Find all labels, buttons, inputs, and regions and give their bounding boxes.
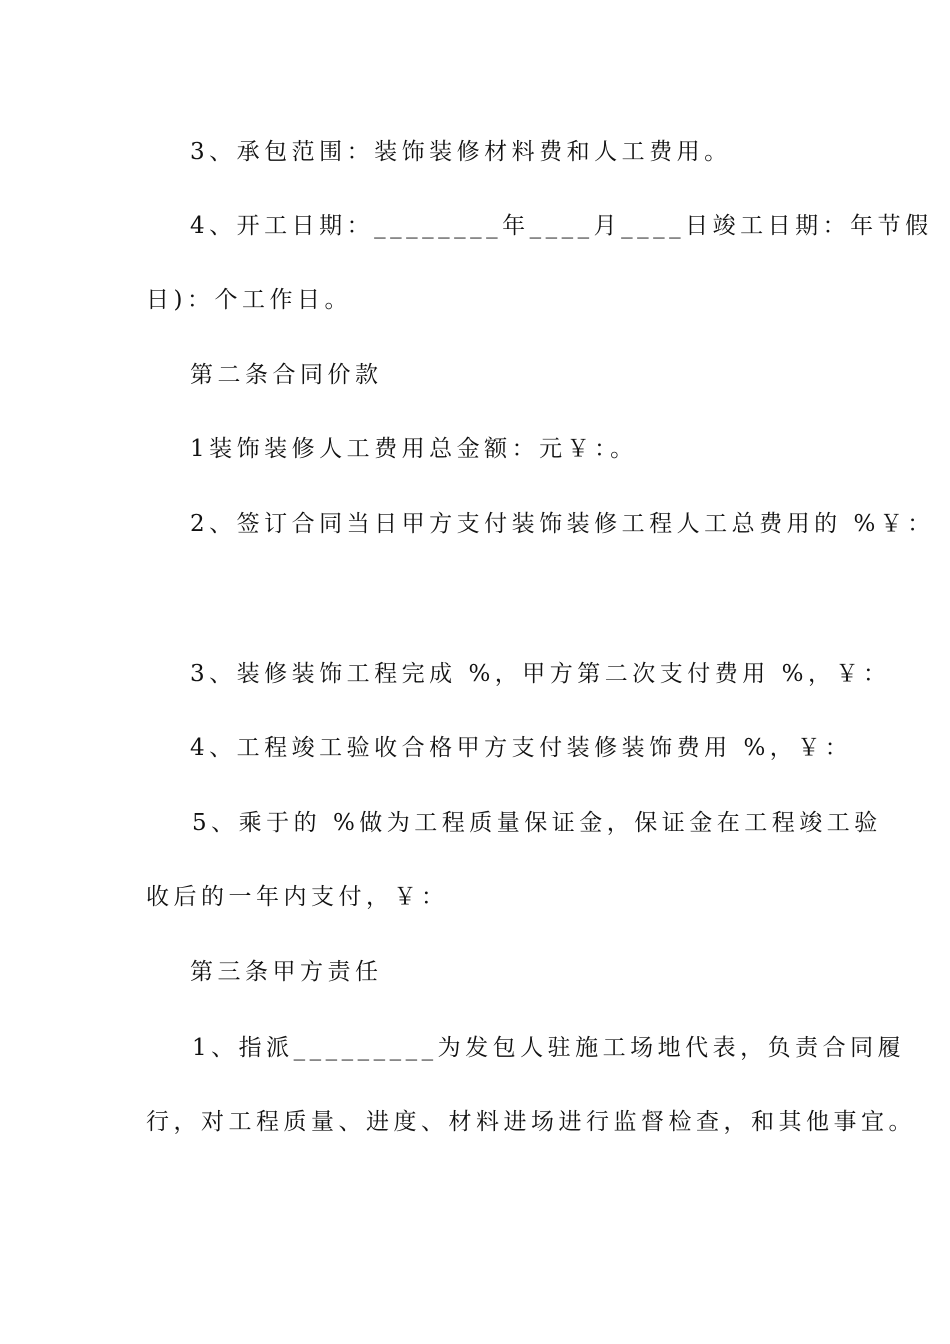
paragraph-representative-continued: 行，对工程质量、进度、材料进场进行监督检查，和其他事宜。 <box>146 1109 916 1135</box>
paragraph-dates-continued: 日)：个工作日。 <box>146 287 352 313</box>
section-heading-party-a-duties: 第三条甲方责任 <box>190 959 383 985</box>
paragraph-scope: 3、承包范围：装饰装修材料费和人工费用。 <box>190 139 732 165</box>
paragraph-second-payment: 3、装修装饰工程完成 %，甲方第二次支付费用 %，￥： <box>190 661 891 687</box>
paragraph-first-payment: 2、签订合同当日甲方支付装饰装修工程人工总费用的 %￥： <box>190 511 935 537</box>
paragraph-total-labor-cost: 1装饰装修人工费用总金额：元￥：。 <box>190 436 638 462</box>
paragraph-completion-payment: 4、工程竣工验收合格甲方支付装修装饰费用 %，￥： <box>190 735 853 761</box>
paragraph-dates: 4、开工日期：________年____月____日竣工日期：年节假 <box>190 213 933 239</box>
paragraph-warranty-deposit-continued: 收后的一年内支付，￥： <box>146 884 449 910</box>
paragraph-warranty-deposit: 5、乘于的 %做为工程质量保证金，保证金在工程竣工验 <box>192 810 882 836</box>
paragraph-representative: 1、指派_________为发包人驻施工场地代表，负责合同履 <box>192 1035 906 1061</box>
section-heading-contract-price: 第二条合同价款 <box>190 362 383 388</box>
